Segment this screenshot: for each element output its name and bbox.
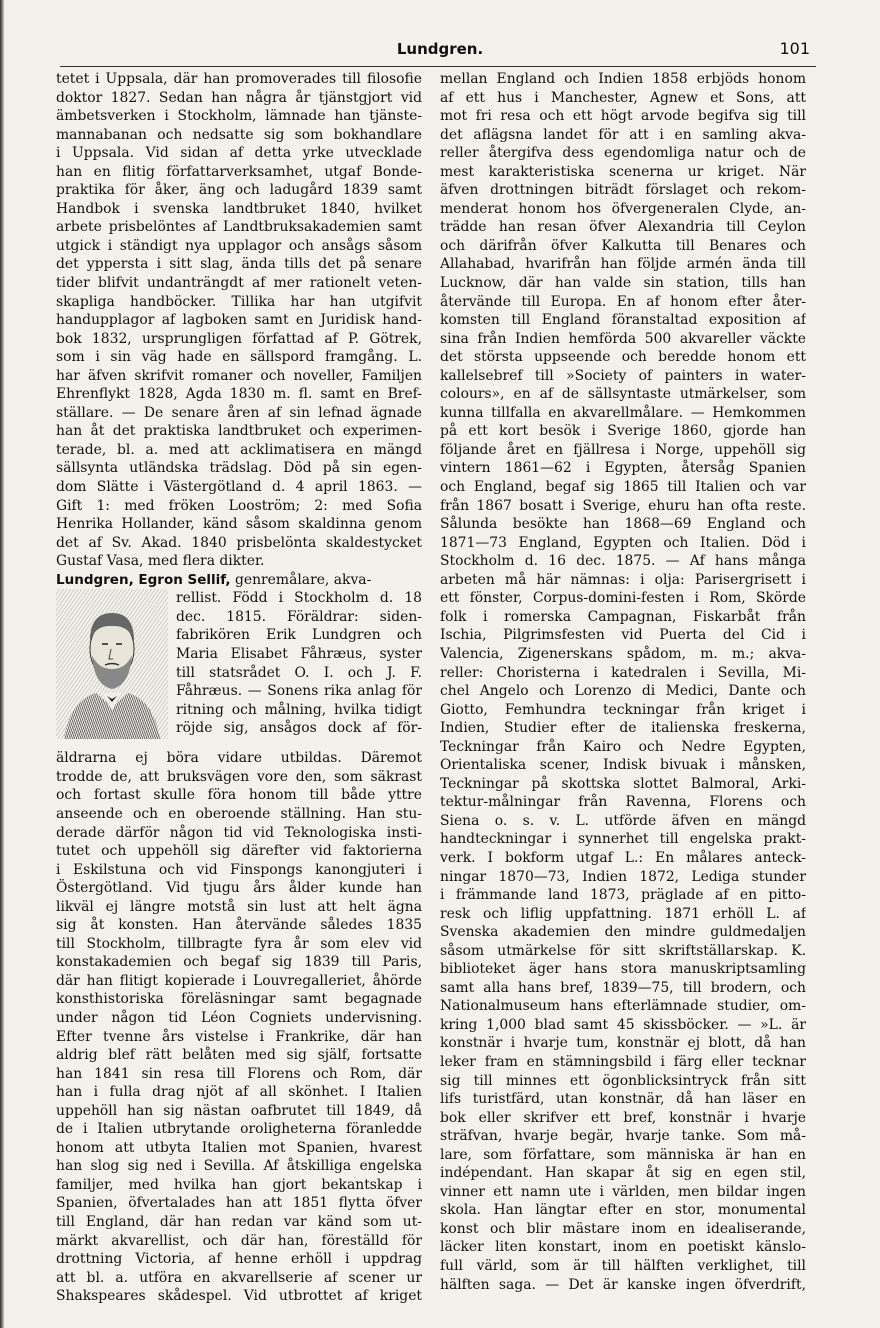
text-line: läcker liten konstart, inom en poetiskt känslo- — [440, 1239, 806, 1256]
text-line: praktika för åker, äng och ladugård 1839 samt — [56, 182, 422, 199]
text-line: kallelsebref till »Society of painters in water- — [440, 367, 806, 384]
text-line: konst och blir mästare inom en idealiserande, — [440, 1220, 806, 1237]
text-line: Nationalmuseum hans efterlämnade studier, om- — [440, 998, 806, 1015]
text-line: menderat honom hos öfvergeneralen Clyde, an- — [440, 200, 806, 217]
text-line: röjde sig, ansågos dock af för- — [176, 720, 422, 737]
text-line: sina från Indien hemförda 500 akvareller väckte — [440, 330, 806, 347]
text-line: skapliga handböcker. Tillika har han utgifvit — [56, 293, 422, 310]
text-line: handupplagor af lagboken samt en Juridisk hand- — [56, 312, 422, 329]
text-line: ställare. — De senare åren af sin lefnad ägnade — [56, 404, 422, 421]
text-line: handteckningar i synnerhet till engelska prakt- — [440, 831, 806, 848]
text-line: under någon tid Léon Cogniets undervisning. — [56, 1009, 422, 1026]
text-line: biblioteket äger hans stora manuskriptsamling — [440, 961, 806, 978]
text-line: det aflägsna landet för att i en samling akva- — [440, 126, 806, 143]
text-line: komsten till England föranstaltad exposition af — [440, 312, 806, 329]
text-line: och fortast skulle föra honom till både yttre — [56, 787, 422, 804]
text-line: han en flitig författarverksamhet, utgaf Bonde- — [56, 163, 422, 180]
text-line: han slog sig ned i Sevilla. Af åtskilliga engelska — [56, 1158, 422, 1175]
right-column-text — [440, 70, 806, 1294]
text-line: Siena o. s. v. L. utförde äfven en mängd — [440, 812, 806, 829]
text-line: tider blifvit undanträngdt af mer rationelt veten- — [56, 275, 422, 292]
text-line: Ehrenflykt 1828, Agda 1830 m. fl. samt en Bref- — [56, 386, 422, 403]
text-line: uppehöll han sig nästan oafbrutet till 1849, då — [56, 1102, 422, 1119]
text-line: dom Slätte i Västergötland d. 4 april 1863. — — [56, 479, 422, 496]
page-header — [60, 38, 820, 64]
text-line: trodde de, att bruksvägen vore den, som säkrast — [56, 768, 422, 785]
text-line: han 1841 sin resa till Florens och Rom, där — [56, 1065, 422, 1082]
text-line: det yppersta i sitt slag, ända tills det på senare — [56, 256, 422, 273]
text-line: han i fulla drag njöt af all skönhet. I Italien — [56, 1084, 422, 1101]
text-line: Shakspeares skådespel. Vid utbrottet af kriget — [56, 1288, 422, 1305]
text-line: Stockholm d. 16 dec. 1875. — Af hans många — [440, 553, 806, 570]
running-title: Lundgren. — [396, 40, 484, 58]
text-line: sällsynta utländska trädslag. Död på sin egen- — [56, 460, 422, 477]
text-line: derade därför någon tid vid Teknologiska insti- — [56, 824, 422, 841]
text-line: reller: Choristerna i katedralen i Sevilla, Mi- — [440, 664, 806, 681]
text-line: reller återgifva dess egendomliga natur och de — [440, 145, 806, 162]
text-line: till statsrådet O. I. och J. F. — [176, 664, 422, 681]
text-line: doktor 1827. Sedan han några år tjänstgjort vid — [56, 89, 422, 106]
text-line: till Stockholm, tillbragte fyra år som elev vid — [56, 935, 422, 952]
text-line: bok 1832, ursprungligen författad af P. Götrek, — [56, 330, 422, 347]
text-line: såsom utmärkelse för sitt skriftställarskap. K. — [440, 942, 806, 959]
text-line: skola. Han längtar efter en stor, monumental — [440, 1202, 806, 1219]
portrait-engraving — [56, 589, 168, 739]
text-line: Lucknow, där han valde sin station, tills han — [440, 275, 806, 292]
text-line: mannabanan och nedsatte sig som bokhandlare — [56, 126, 422, 143]
text-line: på ett kort besök i Sverige 1860, gjorde han — [440, 423, 806, 440]
text-line: arbete prisbelöntes af Landtbruksakademien samt — [56, 219, 422, 236]
left-column — [56, 70, 422, 1306]
text-line: äfven drottningen biträdt förslaget och rekom- — [440, 182, 806, 199]
left-column-text-bottom — [56, 749, 422, 1305]
entry-heading-line — [56, 571, 422, 590]
text-line: Handbok i svenska landtbruket 1840, hvilket — [56, 200, 422, 217]
text-line: Teckningar från Kairo och Nedre Egypten, — [440, 738, 806, 755]
text-line: från 1867 bosatt i Sverige, ehuru han ofta reste. — [440, 497, 806, 514]
text-line: indépendant. Han skapar åt sig en egen stil, — [440, 1165, 806, 1182]
text-line: folk i romerska Campagnan, Fiskarbåt från — [440, 608, 806, 625]
entry-head-rest: genremålare, akva- — [230, 571, 372, 588]
text-line: Sålunda besökte han 1868—69 England och — [440, 516, 806, 533]
text-line: han åt det praktiska landtbruket och experimen- — [56, 423, 422, 440]
text-line: leker fram en stämningsbild i färg eller tecknar — [440, 1053, 806, 1070]
text-line: konsthistoriska föreläsningar samt begagnade — [56, 991, 422, 1008]
text-line: de i Italien utbrytande oroligheterna föranledde — [56, 1121, 422, 1138]
text-line: aldrig blef rätt belåten med sig själf, fortsatte — [56, 1047, 422, 1064]
text-line: utgick i ständigt nya upplagor och ansågs såsom — [56, 237, 422, 254]
text-line: vintern 1861—62 i Egypten, återsåg Spanien — [440, 460, 806, 477]
text-line: Ischia, Pilgrimsfesten vid Puerta del Cid i — [440, 627, 806, 644]
text-line: att bl. a. utföra en akvarellserie af scener ur — [56, 1269, 422, 1286]
text-line: där han flitigt kopierade i Louvregalleriet, åhörde — [56, 972, 422, 989]
text-line: Orientaliska scener, Indisk bivuak i månsken, — [440, 757, 806, 774]
header-rule — [60, 66, 816, 67]
text-line: likväl ej längre motstå sin lust att helt ägna — [56, 898, 422, 915]
text-line: bok eller skrifver ett bref, konstnär i hvarje — [440, 1109, 806, 1126]
text-line: Giotto, Femhundra teckningar från kriget i — [440, 701, 806, 718]
text-line: som i sin väg hade en sällspord framgång. L. — [56, 349, 422, 366]
text-line: och därifrån öfver Kalkutta till Benares och — [440, 237, 806, 254]
text-line: vinner ett namn ute i världen, men bildar ingen — [440, 1183, 806, 1200]
right-column — [440, 70, 806, 1294]
text-line: Teckningar på skottska slottet Balmoral, Arki- — [440, 775, 806, 792]
page-binding-edge — [0, 0, 4, 1328]
text-line: fabrikören Erik Lundgren och — [176, 627, 422, 644]
portrait-image — [56, 589, 170, 749]
text-line: har äfven skrifvit romaner och noveller, Familjen — [56, 367, 422, 384]
text-line: tutet och uppehöll sig därefter vid faktorierna — [56, 843, 422, 860]
text-line: följande året en fjällresa i Norge, uppehöll sig — [440, 441, 806, 458]
text-line: mest karakteristiska scenerna ur kriget. När — [440, 163, 806, 180]
text-line: märkt akvarellist, och där han, föreställd för — [56, 1232, 422, 1249]
text-line: hälften saga. — Det är kanske ingen öfverdrift, — [440, 1276, 806, 1293]
text-line: konstnär i hvarje tum, konstnär ej blott, då han — [440, 1035, 806, 1052]
text-line: sträfvan, hvarje begär, hvarje tanke. Som må- — [440, 1128, 806, 1145]
text-line: Svenska akademien den mindre guldmedaljen — [440, 924, 806, 941]
text-line: Östergötland. Vid tjugu års ålder kunde han — [56, 880, 422, 897]
text-line: mellan England och Indien 1858 erbjöds honom — [440, 71, 806, 87]
text-line: rellist. Född i Stockholm d. 18 — [176, 590, 422, 607]
text-line: ett fönster, Corpus-domini-festen i Rom, Skörde — [440, 590, 806, 607]
text-line: äldrarna ej böra vidare utbildas. Däremot — [56, 750, 422, 767]
left-column-text-top — [56, 70, 422, 571]
text-line: 1871—73 England, Egypten och Italien. Död i — [440, 534, 806, 551]
text-line: Fåhræus. — Sonens rika anlag för — [176, 683, 422, 700]
text-line: sig åt konsten. Han återvände således 1835 — [56, 917, 422, 934]
text-line: till England, där han redan var känd som ut- — [56, 1213, 422, 1230]
text-line: samt alla hans bref, 1839—75, till brodern, och — [440, 979, 806, 996]
text-line: anseende och en oberoende ställning. Han stu- — [56, 805, 422, 822]
text-line: af ett hus i Manchester, Agnew et Sons, att — [440, 89, 806, 106]
page-number: 101 — [779, 39, 810, 58]
text-line: det af Sv. Akad. 1840 prisbelönta skaldestycket — [56, 534, 422, 551]
text-line: Gustaf Vasa, med flera dikter. — [56, 553, 265, 570]
text-line: ritning och målning, hvilka tidigt — [176, 701, 422, 718]
text-line: Spanien, öfvertalades han att 1851 flytta öfver — [56, 1195, 422, 1212]
text-line: i Eskilstuna och vid Finspongs kanongjuteri i — [56, 861, 422, 878]
text-line: colours», en af de sällsyntaste utmärkelser, som — [440, 386, 806, 403]
entry-head-name: Lundgren, Egron Sellif, — [56, 571, 231, 588]
text-line: familjer, med hvilka han gjort bekantskap i — [56, 1176, 422, 1193]
text-line: tetet i Uppsala, där han promoverades till filosofie — [56, 71, 422, 87]
text-line: i främmande land 1873, präglade af en pitto- — [440, 887, 806, 904]
text-line: chel Angelo och Lorenzo di Medici, Dante och — [440, 683, 806, 700]
text-line: ningar 1870—73, Indien 1872, Lediga stunder — [440, 868, 806, 885]
text-line: konstakademien och begaf sig 1839 till Paris, — [56, 954, 422, 971]
text-line: ämbetsverken i Stockholm, lämnade han tjänste- — [56, 108, 422, 125]
text-line: dec. 1815. Föräldrar: siden- — [176, 608, 422, 625]
text-line: sig till minnes ett ögonblicksintryck från sitt — [440, 1072, 806, 1089]
text-line: och England, begaf sig 1865 till Italien och var — [440, 479, 806, 496]
text-line: i Uppsala. Vid sidan af detta yrke utvecklade — [56, 145, 422, 162]
text-line: Efter tvenne års vistelse i Frankrike, där han — [56, 1028, 422, 1045]
text-line: verk. I bokform utgaf L.: En målares anteck- — [440, 849, 806, 866]
text-line: Henrika Hollander, känd såsom skaldinna genom — [56, 516, 422, 533]
text-line: Gift 1: med fröken Looström; 2: med Sofia — [56, 497, 422, 514]
text-line: drottning Victoria, af henne erhöll i uppdrag — [56, 1251, 422, 1268]
text-line: återvände till Europa. En af honom efter åter- — [440, 293, 806, 310]
portrait-wrap-block — [56, 589, 422, 749]
text-line: Indien, Studier efter de italienska freskerna, — [440, 720, 806, 737]
text-line: lare, som författare, som människa är han en — [440, 1146, 806, 1163]
text-line: terade, bl. a. med att acklimatisera en mängd — [56, 441, 422, 458]
text-line: mot fri resa och ett högt arvode begifva sig till — [440, 108, 806, 125]
text-line: trädde han resan öfver Alexandria till Ceylon — [440, 219, 806, 236]
text-line: Allahabad, hvarifrån han följde armén ända till — [440, 256, 806, 273]
text-line: lifs turistfärd, utan konstnär, då han läser en — [440, 1091, 806, 1108]
text-line: full värld, som är till hälften verklighet, till — [440, 1258, 806, 1274]
text-line: Valencia, Zigenerskans spådom, m. m.; akva- — [440, 645, 806, 662]
text-line: arbeten må här nämnas: i olja: Parisergrisett i — [440, 571, 806, 588]
text-line: resk och liflig uppfattning. 1871 erhöll L. af — [440, 905, 806, 922]
text-line: tektur-målningar från Ravenna, Florens och — [440, 794, 806, 811]
text-line: kring 1,000 blad samt 45 skissböcker. — »L. är — [440, 1016, 806, 1033]
text-line: kunna tillfalla en akvarellmålare. — Hemkommen — [440, 404, 806, 421]
text-line: honom att utbyta Italien mot Spanien, hvarest — [56, 1139, 422, 1156]
text-line: Maria Elisabet Fåhræus, syster — [176, 645, 422, 662]
text-line: det största uppseende och beredde honom ett — [440, 349, 806, 366]
